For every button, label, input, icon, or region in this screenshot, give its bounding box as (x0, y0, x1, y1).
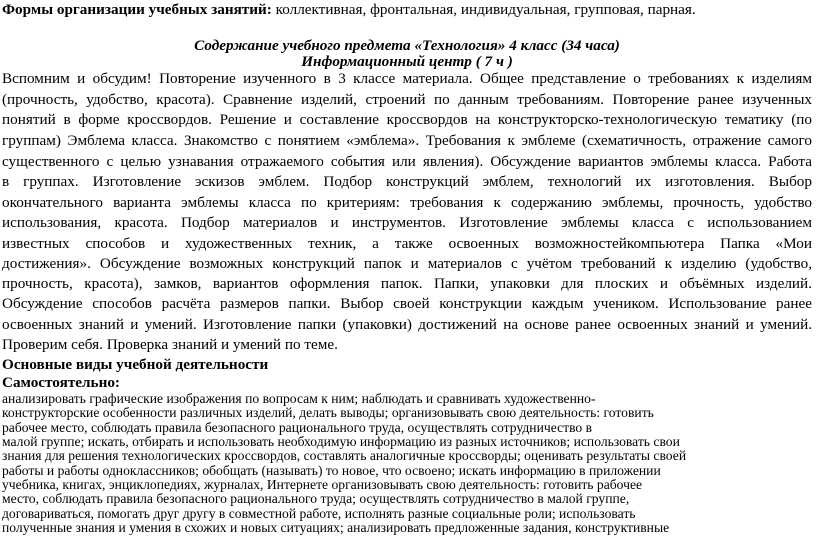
content-line: (прочность, удобство, красота). Сравнение изделий, строений по данным требованиям. Повторение ранее изученных (2, 91, 812, 108)
independent-line: знания для решения технологических кроссвордов, составлять аналогичные кроссворды; оценивать результаты своей (2, 448, 687, 464)
content-line: Проверим себя. Проверка знаний и умений по теме. (2, 336, 338, 353)
content-line: в группах. Изготовление эскизов эмблем. Подбор конструкций эмблем, технологий их изготовления. Выбор (2, 173, 812, 190)
content-line: достижения». Обсуждение возможных конструкций папок и материалов с учётом требований к изделию (удобство, (2, 255, 812, 272)
content-title: Содержание учебного предмета «Технология» 4 класс (34 часа) (194, 37, 620, 54)
independent-line: полученные знания и умения в схожих и новых ситуациях; анализировать предложенные задания, конструктивные (2, 520, 670, 535)
independent-line: малой группе; искать, отбирать и использовать необходимую информацию из разных источников; использовать свои (2, 434, 680, 449)
content-line: существенного с целью узнавания отражаемого события или явления). Обсуждение вариантов эмблемы класса. Работа (2, 153, 812, 170)
independent-line: анализировать графические изображения по вопросам к ним; наблюдать и сравнивать художественно- (2, 391, 596, 406)
content-line: группам) Эмблема класса. Знакомство с понятием «эмблема». Требования к эмблеме (схематичность, отражение самого (2, 132, 812, 149)
activities-title: Основные виды учебной деятельности (2, 356, 269, 373)
content-line: Обсуждение способов расчёта размеров папки. Выбор своей конструкции каждым учеником. Использование ранее (2, 295, 812, 312)
independent-line: рабочее место, соблюдать правила безопасного рационального труда, осуществлять сотрудничество в (2, 419, 593, 435)
content-line: понятий в форме кроссвордов. Решение и составление кроссвордов на конструкторско-технологическую тематику (по (2, 111, 812, 128)
content-line: использования, красота. Подбор материалов и инструментов. Изготовление эмблемы класса с использованием (2, 214, 812, 231)
independent-line: договариваться, помогать друг другу в совместной работе, исполнять разные социальные роли; использовать (2, 505, 636, 521)
independent-line: место, соблюдать правила безопасного рационального труда; осуществлять сотрудничество в малой группе, (2, 491, 630, 507)
independent-line: учебника, книгах, энциклопедиях, журналах, Интернете организовывать свою деятельность: готовить рабочее (2, 477, 643, 492)
independent-line: конструкторские особенности различных изделий, делать выводы; организовывать свою деятельность: готовить (2, 405, 654, 421)
forms-label: Формы организации учебных занятий: (2, 1, 272, 18)
content-line: известных способов и художественных техник, а также освоенных возможностейкомпьютера Папка «Мои (2, 235, 812, 252)
content-line: освоенных знаний и умений. Изготовление папки (упаковки) достижений на основе ранее освоенных знаний и умений. (2, 316, 812, 333)
independent-title: Самостоятельно: (2, 374, 120, 391)
section-title: Информационный центр ( 7 ч ) (301, 53, 513, 70)
forms-line (2, 0, 812, 20)
independent-line: работы и работы одноклассников; обобщать (называть) то новое, что освоено; искать информацию в приложении (2, 462, 661, 478)
content-line: прочность, красота), замков, вариантов оформления папок. Папки, упаковки для плоских и объёмных изделий. (2, 275, 812, 292)
content-line: Вспомним и обсудим! Повторение изученного в 3 классе материала. Общее представление о требованиях к изделиям (2, 70, 812, 87)
forms-text: коллективная, фронтальная, индивидуальная, групповая, парная. (271, 1, 696, 18)
content-line: окончательного варианта эмблемы класса по критериям: требования к содержанию эмблемы, прочность, удобство (2, 194, 812, 211)
